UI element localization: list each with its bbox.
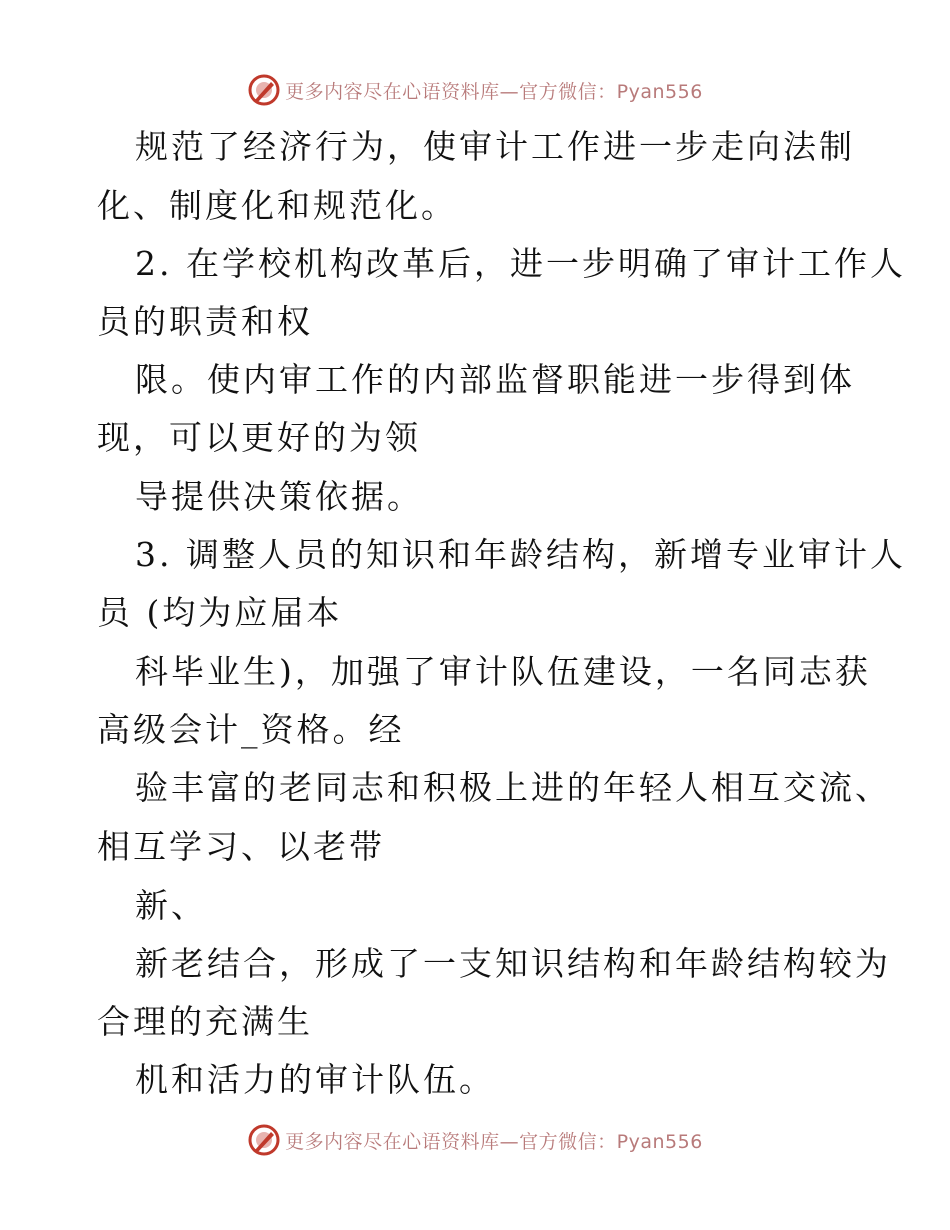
paragraph-line: 相互学习、以老带	[97, 827, 385, 866]
watermark-text: 更多内容尽在心语资料库—官方微信：Pyan556	[285, 1130, 703, 1153]
header-watermark	[0, 70, 950, 110]
paragraph-line: 限。使内审工作的内部监督职能进一步得到体	[135, 360, 855, 399]
pen-logo-icon	[247, 73, 281, 107]
pen-logo-icon	[247, 1123, 281, 1157]
paragraph-line: 化、制度化和规范化。	[97, 186, 457, 225]
footer-watermark	[0, 1120, 950, 1160]
paragraph-line: 合理的充满生	[97, 1002, 313, 1041]
paragraph-line: 员的职责和权	[97, 302, 313, 341]
paragraph-line: 员 (均为应届本	[97, 593, 343, 632]
paragraph-line: 验丰富的老同志和积极上进的年轻人相互交流、	[135, 768, 891, 807]
watermark-text: 更多内容尽在心语资料库—官方微信：Pyan556	[285, 80, 703, 103]
paragraph-line: 规范了经济行为，使审计工作进一步走向法制	[135, 127, 855, 166]
paragraph-line: 导提供决策依据。	[135, 477, 423, 516]
paragraph-line: 3. 调整人员的知识和年龄结构，新增专业审计人	[135, 535, 906, 574]
paragraph-line: 机和活力的审计队伍。	[135, 1060, 495, 1099]
paragraph-line: 科毕业生)，加强了审计队伍建设，一名同志获	[135, 652, 871, 691]
paragraph-line: 高级会计_资格。经	[97, 710, 405, 749]
paragraph-line: 新、	[135, 886, 207, 925]
paragraph-line: 现，可以更好的为领	[97, 418, 421, 457]
paragraph-line: 新老结合，形成了一支知识结构和年龄结构较为	[135, 944, 891, 983]
paragraph-line: 2. 在学校机构改革后，进一步明确了审计工作人	[135, 244, 906, 283]
